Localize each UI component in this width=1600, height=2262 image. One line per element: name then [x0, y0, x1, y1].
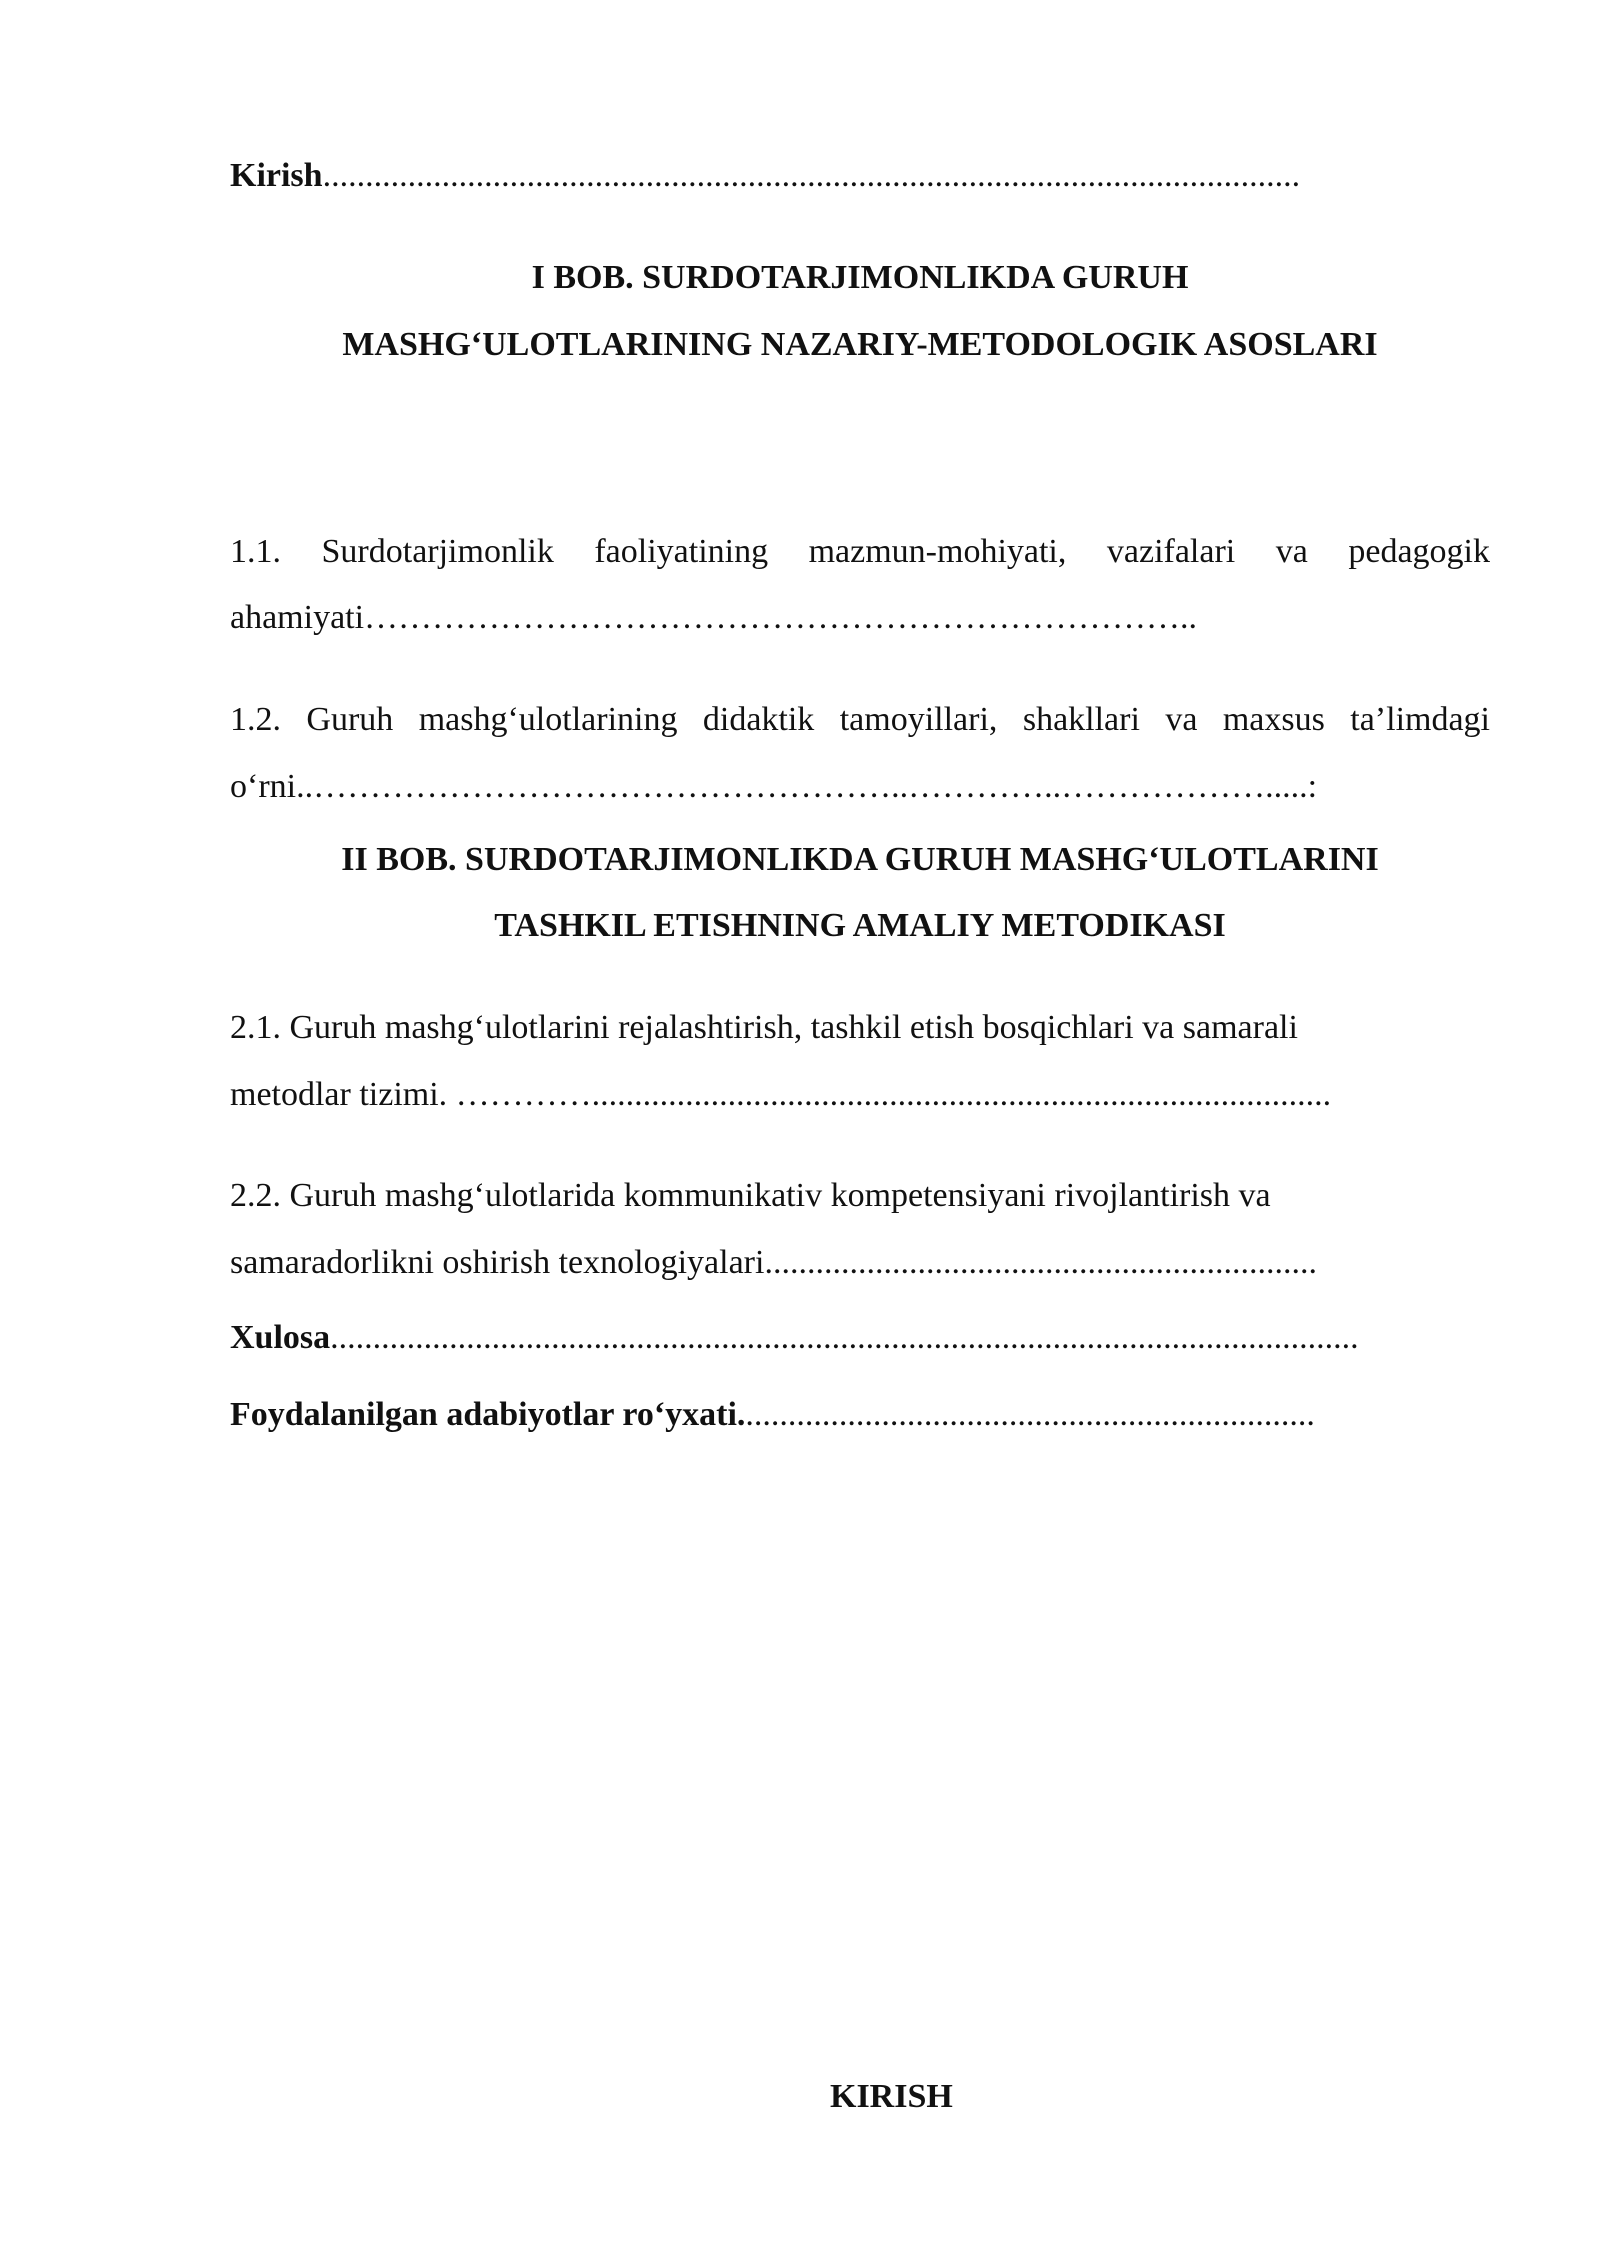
toc-section-2-2-line2[interactable]: samaradorlikni oshirish texnologiyalari................................................................. [230, 1244, 1317, 1281]
toc-adabiyotlar-leader: ................................................................... [745, 1396, 1315, 1433]
toc-section-1-2-line1[interactable]: 1.2. Guruh mashg‘ulotlarining didaktik tamoyillari, shakllari va maxsus ta’limdagi [230, 701, 1490, 738]
toc-section-1-1-line1[interactable]: 1.1. Surdotarjimonlik faoliyatining mazmun-mohiyati, vazifalari va pedagogik [230, 533, 1490, 570]
toc-xulosa-title: Xulosa [230, 1319, 331, 1356]
toc-section-2-1-line2[interactable]: metodlar tizimi. …………....................................................................................... [230, 1076, 1332, 1113]
toc-entry-adabiyotlar[interactable] [230, 1395, 1490, 1435]
toc-kirish-leader: ................................................................................................................... [322, 157, 1301, 194]
toc-adabiyotlar-title: Foydalanilgan adabiyotlar ro‘yxati. [230, 1396, 746, 1433]
toc-section-2-2-line1[interactable]: 2.2. Guruh mashg‘ulotlarida kommunikativ kompetensiyani rivojlantirish va [230, 1177, 1271, 1214]
chapter1-heading-line2: MASHG‘ULOTLARINING NAZARIY-METODOLOGIK ASOSLARI [342, 326, 1378, 363]
toc-section-1-2-line2[interactable]: o‘rni..……………………………………………..…………..……………….....: [230, 768, 1318, 805]
toc-kirish-title: Kirish [230, 157, 323, 194]
toc-xulosa-leader: ......................................................................................................................... [330, 1319, 1359, 1356]
toc-section-2-1-line1[interactable]: 2.1. Guruh mashg‘ulotlarini rejalashtirish, tashkil etish bosqichlari va samarali [230, 1009, 1298, 1046]
chapter1-heading-line1: I BOB. SURDOTARJIMONLIKDA GURUH [531, 259, 1189, 296]
kirish-section-heading: KIRISH [830, 2078, 953, 2115]
toc-entry-kirish[interactable] [230, 156, 1490, 196]
chapter2-heading-line1: II BOB. SURDOTARJIMONLIKDA GURUH MASHG‘ULOTLARINI [341, 841, 1379, 878]
toc-entry-xulosa[interactable] [230, 1318, 1490, 1358]
toc-section-1-1-line2[interactable]: ahamiyati……………………………………………………………….. [230, 599, 1198, 636]
chapter2-heading-line2: TASHKIL ETISHNING AMALIY METODIKASI [494, 907, 1226, 944]
